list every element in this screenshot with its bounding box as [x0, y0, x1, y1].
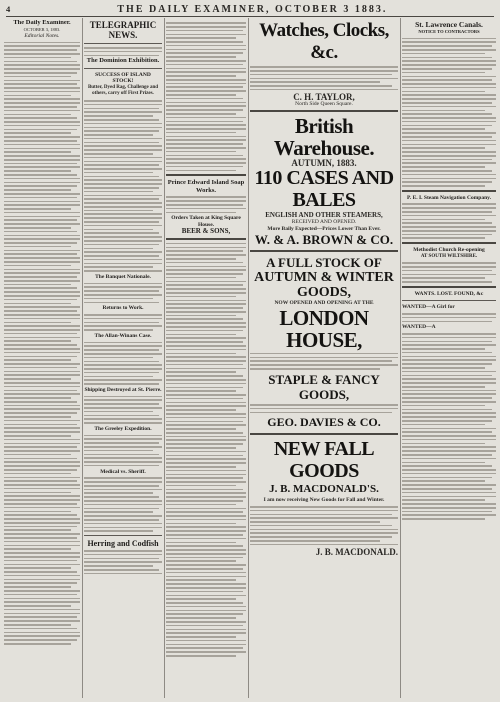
cases-and-bales: 110 CASES AND BALES	[254, 167, 394, 212]
dominion-exhibition: The Dominion Exhibition.	[86, 57, 160, 65]
english-steamers: ENGLISH AND OTHER STEAMERS,	[265, 211, 383, 220]
wanted-line: WANTED—A	[402, 324, 436, 331]
autumn-winter-goods: AUTUMN & WINTER GOODS,	[254, 270, 394, 301]
ad-text	[250, 506, 398, 545]
wants-lost-found: WANTS. LOST. FOUND, &c	[414, 290, 484, 297]
brown-and-co: W. & A. BROWN & CO.	[254, 232, 394, 248]
ad-text	[250, 353, 398, 370]
column-rule	[164, 18, 165, 698]
article-text	[84, 283, 162, 304]
full-stock-title: A FULL STOCK OF	[266, 255, 382, 271]
article-text	[84, 100, 162, 272]
banquet-heading: The Banquet Nationale.	[95, 273, 151, 280]
column-2	[84, 20, 162, 698]
taylor-name: C. H. TAYLOR,	[293, 91, 355, 102]
notice-text	[402, 262, 496, 283]
article-text	[84, 314, 162, 331]
davies-and-co: GEO. DAVIES & CO.	[267, 415, 381, 430]
section-title: Editorial Notes.	[24, 33, 60, 39]
south-wiltshire: AT SOUTH WILTSHIRE.	[420, 253, 478, 259]
ad-text	[250, 404, 398, 413]
classified-text	[402, 313, 496, 322]
methodist-church: Methodist Church Re-opening	[413, 247, 485, 254]
article-text	[84, 550, 162, 574]
british-warehouse-title: British Warehouse.	[273, 114, 375, 161]
staple-fancy-goods: STAPLE & FANCY GOODS,	[268, 371, 380, 402]
ad-text	[250, 66, 398, 90]
notice-text	[402, 203, 496, 239]
telegraphic-heading: TELEGRAPHIC NEWS.	[89, 20, 157, 40]
shipping-heading: Shipping Destroyed at St. Pierre.	[84, 387, 162, 393]
paper-name: The Daily Examiner.	[13, 20, 71, 26]
notice-contractors: NOTICE TO CONTRACTORS	[418, 29, 480, 34]
allan-heading: The Allan-Winans Case.	[94, 332, 152, 339]
masthead-title: THE DAILY EXAMINER, OCTOBER 3 1883.	[117, 3, 388, 15]
column-3	[166, 20, 246, 698]
steam-navigation: P. E. I. Steam Navigation Company.	[407, 194, 491, 201]
column-1	[4, 20, 80, 698]
st-lawrence-canals: St. Lawrence Canals.	[415, 20, 483, 29]
article-text	[4, 42, 80, 645]
column-4-ads	[250, 20, 398, 698]
prices-lower: More Baily Expected—Prices Lower Than Ever.	[267, 225, 381, 232]
greeley-heading: The Greeley Expedition.	[94, 425, 152, 432]
medical-heading: Medical vs. Sheriff.	[100, 468, 146, 475]
macdonalds: J. B. MACDONALD'S.	[269, 483, 379, 496]
taylor-address: North Side Queen Square.	[295, 100, 353, 107]
island-stock: SUCCESS OF ISLAND STOCK!	[95, 71, 151, 85]
column-5	[402, 20, 496, 698]
received-opened: RECEIVED AND OPENED.	[291, 219, 357, 226]
orders-line: Orders Taken at King Square House.	[171, 215, 241, 228]
macdonald-signature: J. B. MACDONALD.	[315, 546, 398, 557]
receiving-new-goods: I am now receiving New Goods for Fall and Winter.	[263, 497, 385, 504]
soap-works-heading: Prince Edward Island Soap Works.	[167, 179, 245, 194]
article-text	[84, 477, 162, 532]
article-text	[166, 22, 246, 171]
article-text	[84, 435, 162, 467]
returns-heading: Returns to Work.	[102, 305, 144, 312]
masthead-page-number: 4	[6, 4, 11, 14]
autumn-season: AUTUMN, 1883.	[291, 158, 357, 169]
classified-text	[402, 333, 496, 520]
wanted-girl: WANTED—A Girl for	[402, 304, 455, 311]
prizes-line: Butter, Dyed Rag, Challenge and others, carry off First Prizes.	[87, 84, 159, 97]
article-text	[166, 196, 246, 213]
column-rule	[82, 18, 83, 698]
column-rule	[400, 18, 401, 698]
column-rule	[248, 18, 249, 698]
article-text	[166, 243, 246, 657]
watches-clocks-ad: Watches, Clocks, &c.	[259, 20, 389, 63]
telegraph-text	[84, 47, 162, 56]
masthead	[6, 2, 494, 17]
paper-date: OCTOBER 3, 1883.	[23, 26, 61, 32]
article-text	[84, 342, 162, 385]
now-opened: NOW OPENED AND OPENING AT THE	[274, 300, 374, 307]
article-text	[84, 396, 162, 424]
notice-text	[402, 38, 496, 187]
new-fall-goods: NEW FALL GOODS	[273, 438, 375, 483]
london-house: LONDON HOUSE,	[279, 305, 369, 352]
herring-ad: Herring and Codfish	[87, 538, 159, 548]
beer-and-sons: BEER & SONS,	[181, 227, 231, 236]
